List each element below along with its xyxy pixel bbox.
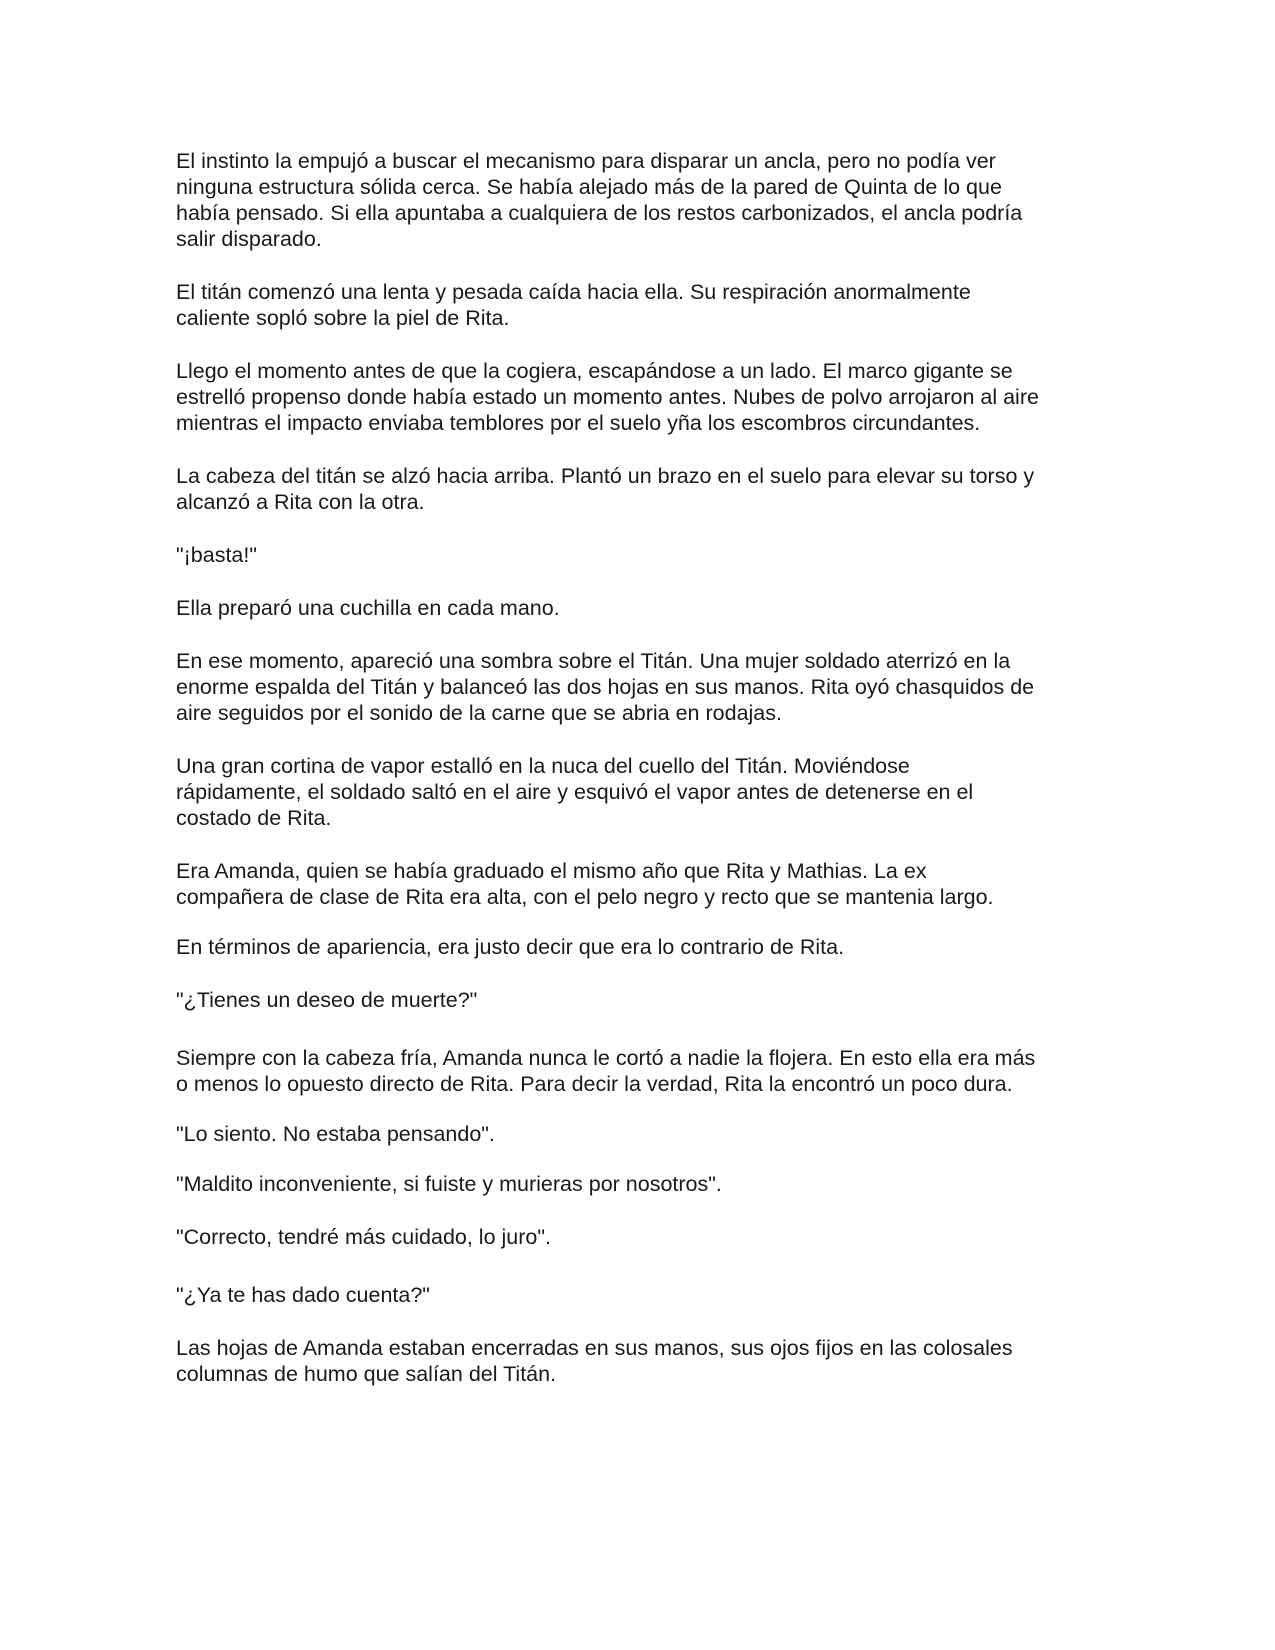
paragraph-10 — [176, 934, 1106, 960]
text-line: había pensado. Si ella apuntaba a cualquiera de los restos carbonizados, el ancla podría — [176, 201, 1023, 225]
text-line: Las hojas de Amanda estaban encerradas en sus manos, sus ojos fijos en las colosales — [176, 1336, 1013, 1360]
paragraph-12 — [176, 1045, 1106, 1097]
paragraph-9 — [176, 858, 1106, 910]
text-line: Una gran cortina de vapor estalló en la nuca del cuello del Titán. Moviéndose — [176, 754, 910, 778]
paragraph-15 — [176, 1224, 1106, 1250]
paragraph-11 — [176, 987, 1106, 1013]
paragraph-6 — [176, 595, 1106, 621]
text-line: alcanzó a Rita con la otra. — [176, 490, 425, 514]
text-line: costado de Rita. — [176, 806, 332, 830]
text-line: Era Amanda, quien se había graduado el mismo año que Rita y Mathias. La ex — [176, 859, 927, 883]
paragraph-5 — [176, 542, 1106, 568]
text-line: Ella preparó una cuchilla en cada mano. — [176, 596, 560, 620]
text-line: rápidamente, el soldado saltó en el aire y esquivó el vapor antes de detenerse en el — [176, 780, 974, 804]
text-line: "¿Tienes un deseo de muerte?" — [176, 988, 478, 1012]
text-line: mientras el impacto enviaba temblores por el suelo yña los escombros circundantes. — [176, 411, 981, 435]
text-line: "¡basta!" — [176, 543, 257, 567]
text-line: La cabeza del titán se alzó hacia arriba. Plantó un brazo en el suelo para elevar su torso y — [176, 464, 1035, 488]
paragraph-13 — [176, 1121, 1106, 1147]
text-line: Llego el momento antes de que la cogiera, escapándose a un lado. El marco gigante se — [176, 359, 1013, 383]
text-line: Siempre con la cabeza fría, Amanda nunca le cortó a nadie la flojera. En esto ella era más — [176, 1046, 1036, 1070]
text-line: En ese momento, apareció una sombra sobre el Titán. Una mujer soldado aterrizó en la — [176, 649, 1011, 673]
text-line: "Lo siento. No estaba pensando". — [176, 1122, 495, 1146]
paragraph-14 — [176, 1171, 1106, 1197]
text-line: caliente sopló sobre la piel de Rita. — [176, 306, 510, 330]
text-line: El instinto la empujó a buscar el mecanismo para disparar un ancla, pero no podía ver — [176, 149, 996, 173]
paragraph-1 — [176, 148, 1106, 252]
text-line: "Maldito inconveniente, si fuiste y murieras por nosotros". — [176, 1172, 722, 1196]
text-line: salir disparado. — [176, 227, 322, 251]
paragraph-2 — [176, 279, 1106, 331]
text-line: estrelló propenso donde había estado un momento antes. Nubes de polvo arrojaron al aire — [176, 385, 1039, 409]
paragraph-3 — [176, 358, 1106, 436]
paragraph-8 — [176, 753, 1106, 831]
text-line: En términos de apariencia, era justo decir que era lo contrario de Rita. — [176, 935, 845, 959]
text-line: enorme espalda del Titán y balanceó las dos hojas en sus manos. Rita oyó chasquidos de — [176, 675, 1035, 699]
paragraph-17 — [176, 1335, 1106, 1387]
text-line: El titán comenzó una lenta y pesada caída hacia ella. Su respiración anormalmente — [176, 280, 971, 304]
text-line: aire seguidos por el sonido de la carne que se abria en rodajas. — [176, 701, 782, 725]
body-text — [176, 148, 1106, 1414]
text-line: "Correcto, tendré más cuidado, lo juro". — [176, 1225, 551, 1249]
text-line: columnas de humo que salían del Titán. — [176, 1362, 557, 1386]
paragraph-4 — [176, 463, 1106, 515]
paragraph-7 — [176, 648, 1106, 726]
text-line: "¿Ya te has dado cuenta?" — [176, 1283, 430, 1307]
paragraph-16 — [176, 1282, 1106, 1308]
text-line: ninguna estructura sólida cerca. Se había alejado más de la pared de Quinta de lo que — [176, 175, 1002, 199]
text-line: compañera de clase de Rita era alta, con el pelo negro y recto que se mantenia largo. — [176, 885, 994, 909]
text-line: o menos lo opuesto directo de Rita. Para decir la verdad, Rita la encontró un poco dura. — [176, 1072, 1013, 1096]
